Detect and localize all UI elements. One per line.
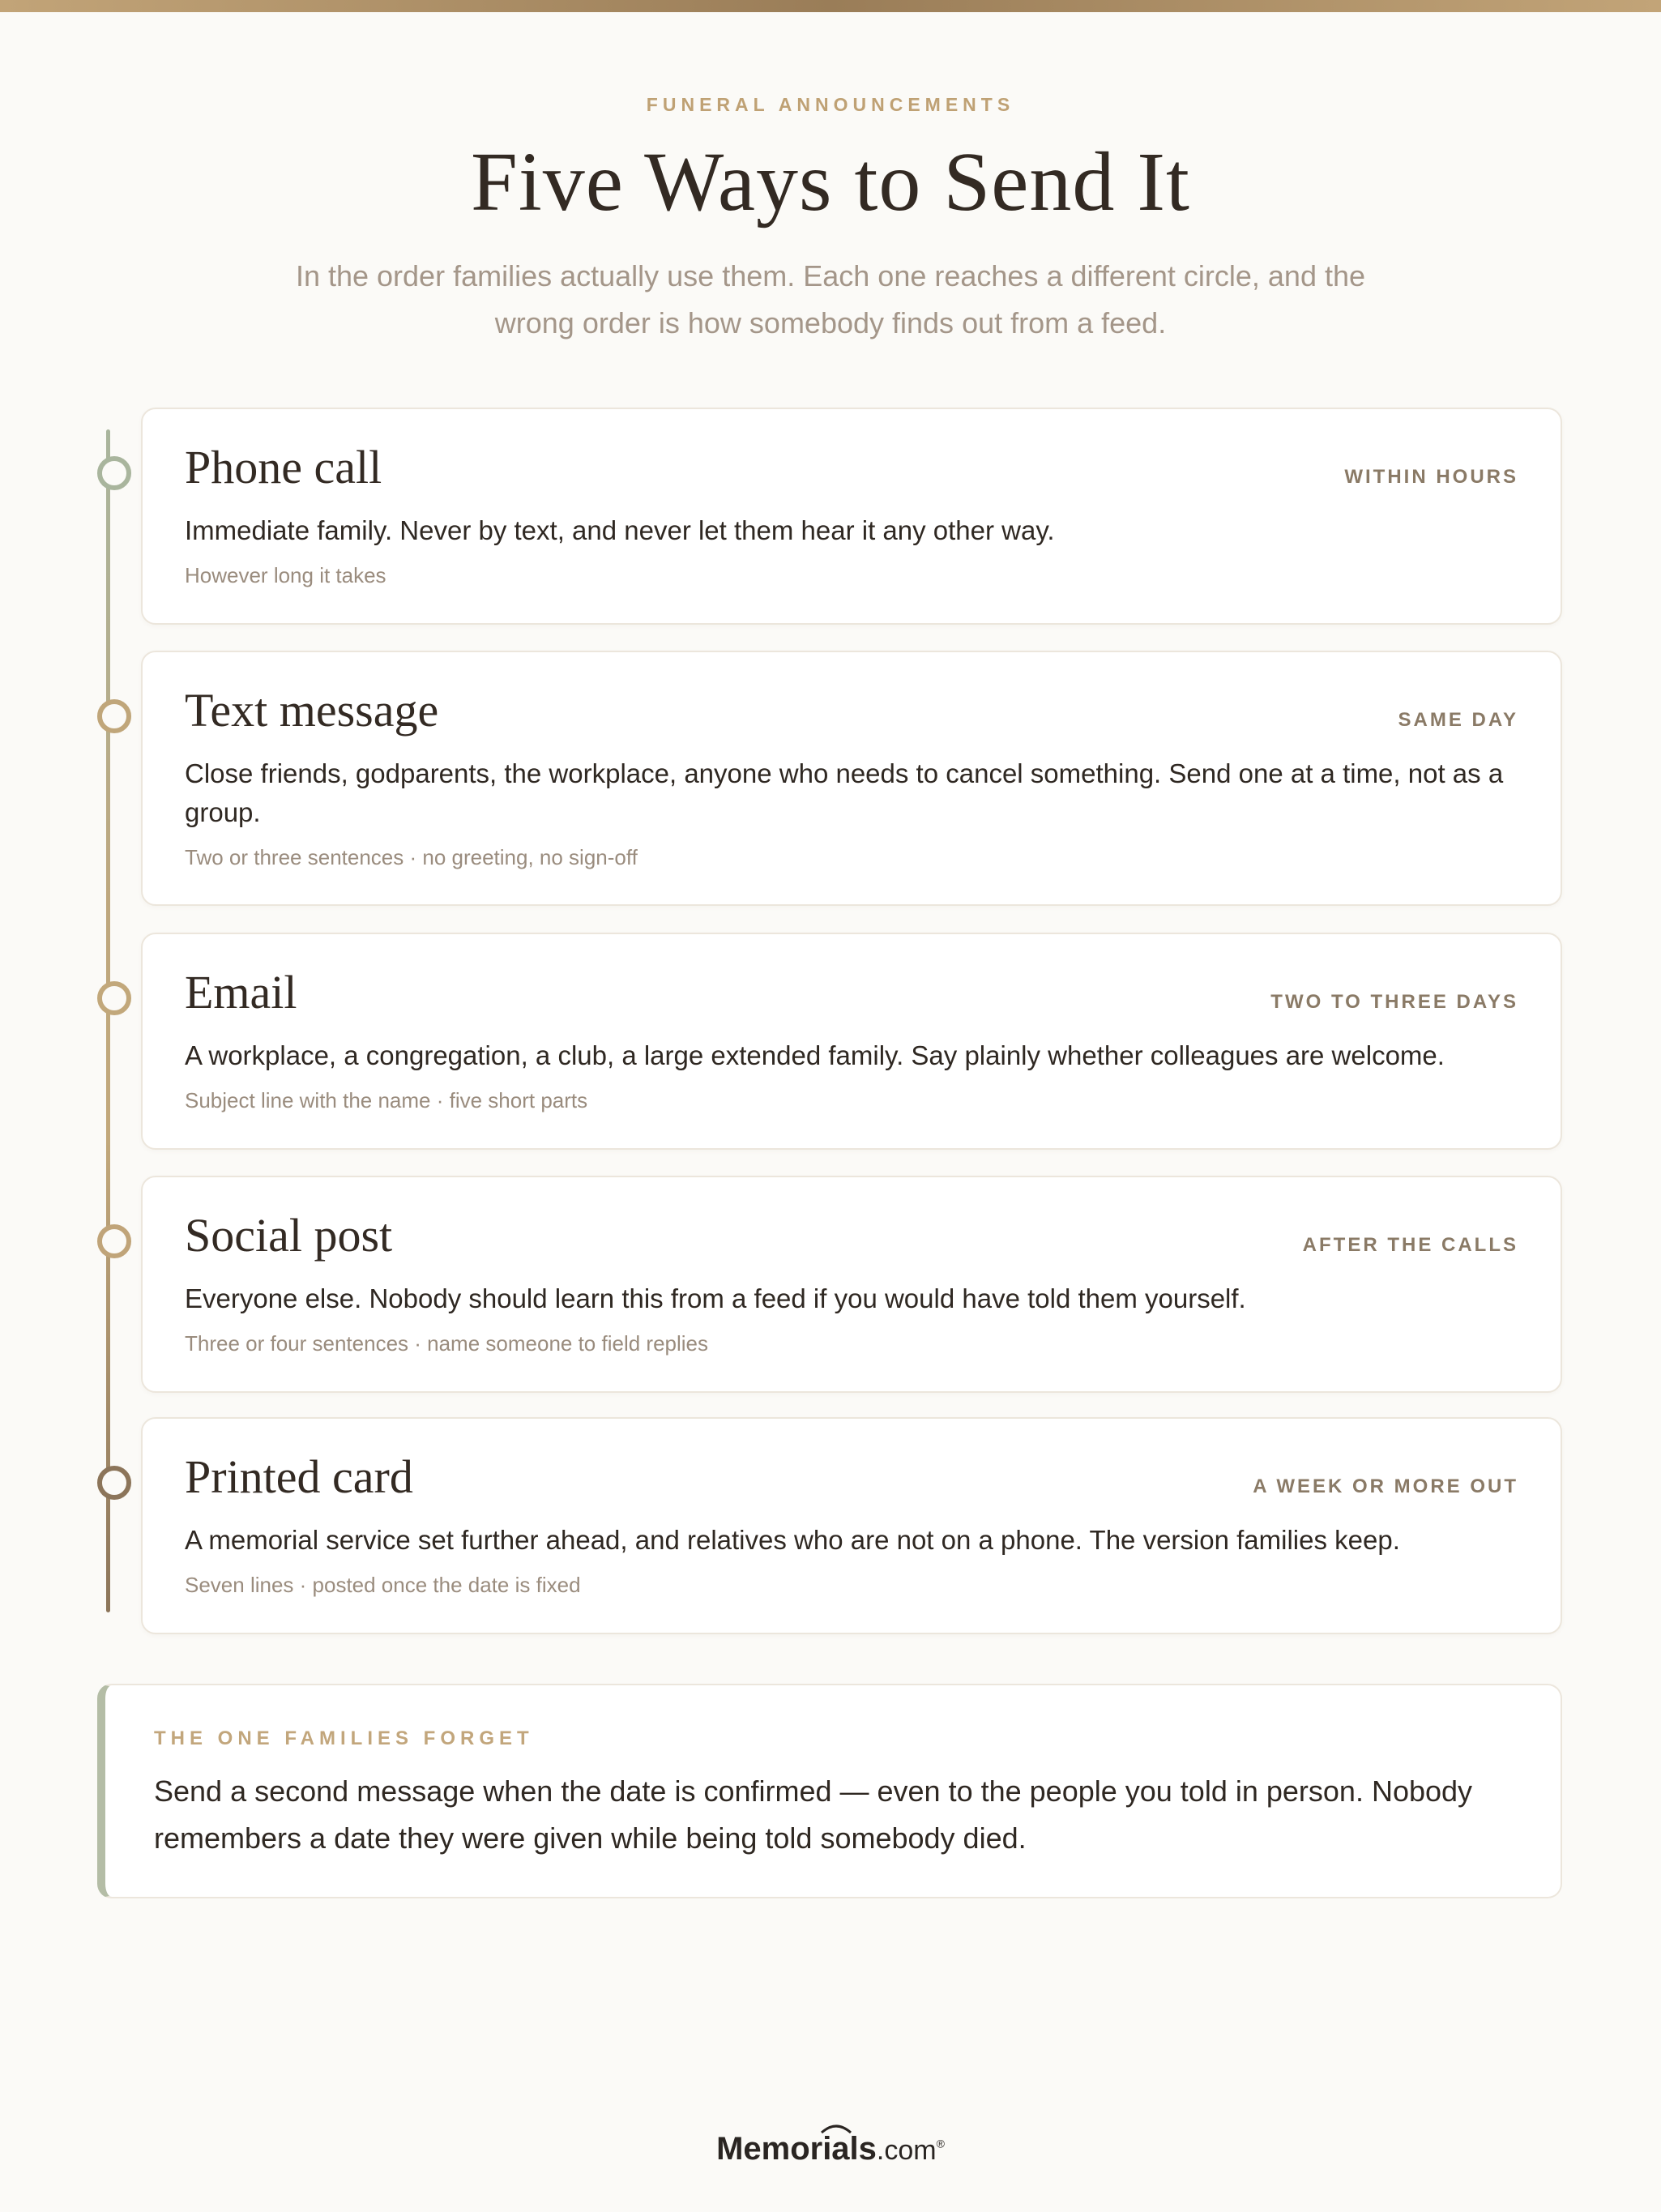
timeline-dot	[97, 1466, 131, 1500]
callout-eyebrow: THE ONE FAMILIES FORGET	[154, 1727, 534, 1749]
method-card-email	[141, 933, 1562, 1150]
page-subtitle: In the order families actually use them. Each one reaches a different circle, and the wrong order is how somebody finds out from a feed.	[295, 259, 1366, 339]
timeline-dot	[97, 699, 131, 733]
method-description: A memorial service set further ahead, and relatives who are not on a phone. The version families keep.	[185, 1525, 1400, 1555]
method-description: Immediate family. Never by text, and never let them hear it any other way.	[185, 515, 1055, 545]
page-title: Five Ways to Send It	[471, 135, 1190, 228]
timeline-dot	[97, 1224, 131, 1258]
method-meta: Three or four sentences · name someone to field replies	[185, 1331, 709, 1356]
method-meta: Seven lines · posted once the date is fixed	[185, 1573, 581, 1597]
method-meta: Subject line with the name · five short parts	[185, 1088, 588, 1112]
logo-main: Memorials	[716, 2131, 877, 2167]
callout-box	[97, 1684, 1562, 1898]
method-description: Close friends, godparents, the workplace, anyone who needs to cancel something. Send one at a time, not as a group.	[185, 758, 1504, 827]
method-description: A workplace, a congregation, a club, a large extended family. Say plainly whether colleagues are welcome.	[185, 1040, 1445, 1070]
page-eyebrow: FUNERAL ANNOUNCEMENTS	[646, 94, 1015, 115]
top-accent-bar	[0, 0, 1661, 12]
timeline-line	[106, 429, 110, 1612]
method-timing: SAME DAY	[1398, 709, 1518, 731]
method-timing: A WEEK OR MORE OUT	[1253, 1475, 1518, 1497]
method-timing: TWO TO THREE DAYS	[1270, 991, 1518, 1013]
memorials-logo[interactable]	[0, 2131, 1661, 2167]
logo-suffix: .com	[876, 2135, 937, 2166]
method-description: Everyone else. Nobody should learn this from a feed if you would have told them yourself.	[185, 1283, 1246, 1313]
method-title: Phone call	[185, 441, 382, 493]
logo-registered-mark: ®	[936, 2137, 945, 2150]
callout-text: Send a second message when the date is confirmed — even to the people you told in person. Nobody remembers a date they were given while being told somebody died.	[154, 1774, 1473, 1855]
method-title: Social post	[185, 1209, 393, 1262]
method-timing: WITHIN HOURS	[1344, 466, 1518, 488]
method-timing: AFTER THE CALLS	[1302, 1234, 1518, 1256]
method-title: Email	[185, 966, 297, 1018]
method-card-text-message	[141, 651, 1562, 906]
timeline-dot	[97, 456, 131, 490]
method-title: Text message	[185, 684, 439, 737]
method-card-phone-call	[141, 408, 1562, 625]
method-meta: However long it takes	[185, 563, 386, 587]
timeline-dot	[97, 981, 131, 1015]
method-card-printed-card	[141, 1417, 1562, 1634]
method-meta: Two or three sentences · no greeting, no sign-off	[185, 845, 638, 869]
method-title: Printed card	[185, 1450, 413, 1503]
method-card-social-post	[141, 1176, 1562, 1393]
